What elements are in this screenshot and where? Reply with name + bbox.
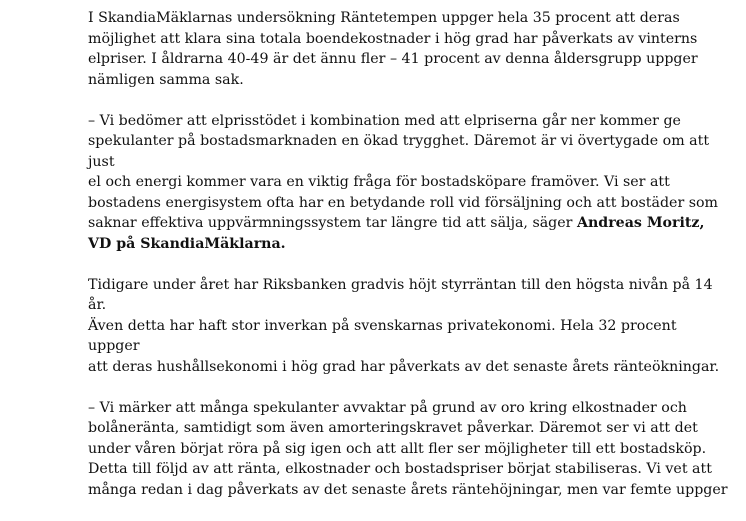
document-page — [88, 8, 728, 521]
paragraph-quote-spekulanter: – Vi märker att många spekulanter avvaktar på grund av oro kring elkostnader och bolåneränta, samtidigt som även amorteringskravet påverkar. Däremot ser vi att det under våren börjat röra på sig igen och att allt fler ser möjligheter till ett bostadsköp. Detta till följd av att ränta, elkostnader och bostadspriser börjat stabiliseras. Vi vet att många redan i dag påverkats av det senaste årets räntehöjningar, men var femte uppger — [88, 399, 728, 498]
paragraph-intro: I SkandiaMäklarnas undersökning Räntetempen uppger hela 35 procent att deras möjlighet att klara sina totala boendekostnader i hög grad har påverkats av vinterns elpriser. I åldrarna 40-49 är det ännu fler – 41 procent av denna åldersgrupp uppger nämligen samma sak. — [88, 10, 698, 88]
speaker-attribution: Andreas Moritz, VD på SkandiaMäklarna. — [88, 215, 705, 252]
paragraph-quote-moritz — [88, 111, 728, 255]
paragraph-quote-moritz-text: – Vi bedömer att elprisstödet i kombination med att elpriserna går ner kommer ge spekulanter på bostadsmarknaden en ökad trygghet. Däremot är vi övertygade om att just el och energi kommer vara en viktig fråga för bostadsköpare framöver. Vi ser att bostadens energisystem ofta har en betydande roll vid försäljning och att bostäder som saknar effektiva uppvärmningssystem tar längre tid att sälja, säger — [88, 112, 719, 231]
paragraph-riksbanken: Tidigare under året har Riksbanken gradvis höjt styrräntan till den högsta nivån på 14 år. Även detta har haft stor inverkan på svenskarnas privatekonomi. Hela 32 procent uppger att deras hushållsekonomi i hög grad har påverkats av det senaste årets ränteökningar. — [88, 276, 720, 375]
